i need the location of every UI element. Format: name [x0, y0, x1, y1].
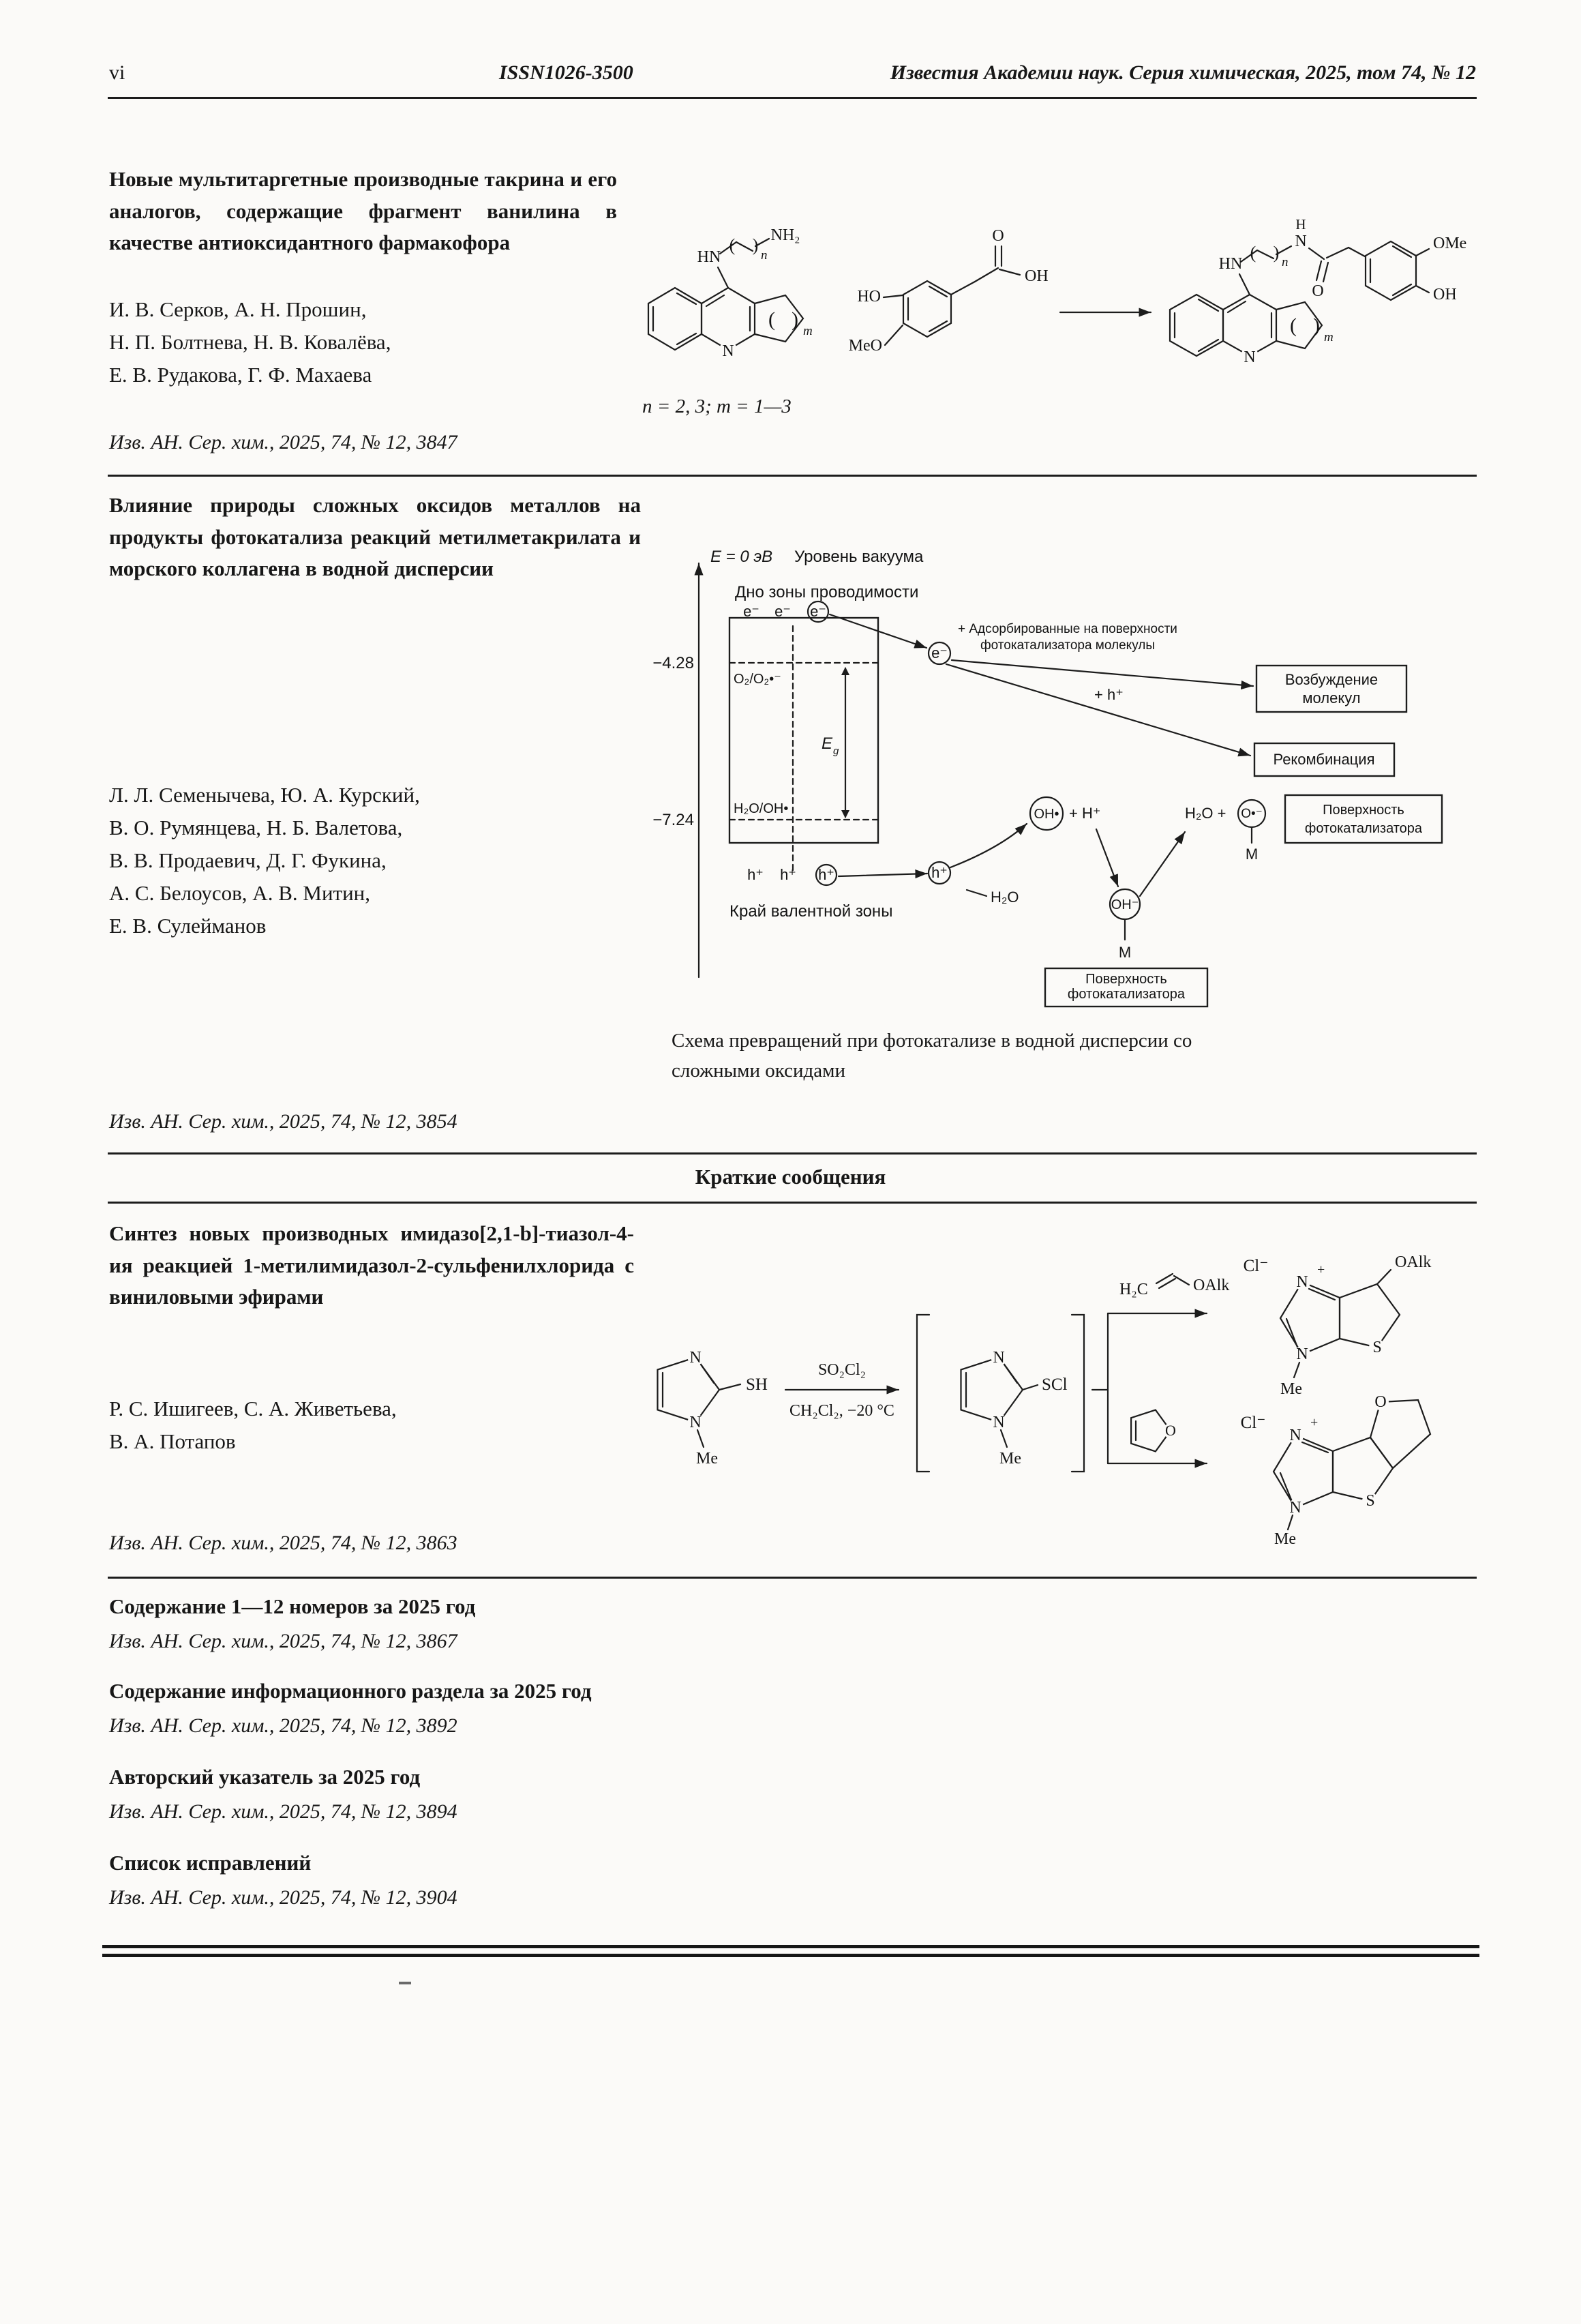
adsorbed-label-line1: + Адсорбированные на поверхности [958, 622, 1177, 636]
photocatalysis-band-diagram [648, 531, 1493, 1008]
plus-proton-label: + H⁺ [1069, 805, 1101, 822]
energy-zero-label: E = 0 эВ [710, 548, 773, 566]
article-reference: Изв. АН. Сер. хим., 2025, 74, № 12, 3847 [109, 431, 457, 453]
author-line: Р. С. Ишигеев, С. А. Живетьева, [109, 1397, 397, 1420]
ome-label: OMe [1433, 235, 1467, 252]
author-line: А. С. Белоусов, А. В. Митин, [109, 881, 371, 906]
ring-nitrogen-label: N [1289, 1499, 1301, 1517]
electron-symbol: e⁻ [810, 603, 826, 620]
metal-label: M [1118, 944, 1132, 961]
article-authors [109, 779, 420, 942]
article-title: Влияние природы сложных оксидов металлов на продукты фотокатализа реакций метилметакрилата и морского коллагена в водной дисперсии [109, 493, 641, 580]
header-rule [108, 97, 1477, 99]
acid-oh-label: OH [1025, 267, 1049, 285]
page-number: vi [109, 61, 125, 84]
water-redox-label: H₂O/OH• [734, 801, 789, 816]
vb-energy-value: −7.24 [652, 811, 694, 829]
methylimidazole-thiol-structure [658, 1349, 768, 1468]
methyl-label: Me [696, 1450, 718, 1468]
end-entry-reference: Изв. АН. Сер. хим., 2025, 74, № 12, 3904 [109, 1886, 457, 1909]
plus-charge: + [1317, 1262, 1325, 1277]
author-line: И. В. Серков, А. Н. Прошин, [109, 297, 367, 321]
dihydrofuran-reagent [1131, 1410, 1178, 1452]
article-authors [109, 1392, 397, 1458]
sulfur-label: S [1366, 1492, 1375, 1510]
hole-symbol: h⁺ [818, 866, 834, 883]
imidazothiazolium-reaction-scheme [607, 1226, 1500, 1547]
sulfenyl-chloride-label: SCl [1042, 1375, 1068, 1394]
valence-band-label: Край валентной зоны [729, 902, 893, 921]
water-oxidation-arrow [950, 824, 1027, 867]
author-line: В. А. Потапов [109, 1429, 236, 1454]
excitation-arrow [952, 660, 1253, 686]
paren-open: ( [1250, 243, 1256, 263]
section-divider [108, 1577, 1477, 1579]
vacuum-level-label: Уровень вакуума [794, 548, 924, 566]
reagent-label: SO₂Cl₂ [817, 1361, 867, 1379]
chloride-anion-label: Cl⁻ [1243, 1257, 1269, 1275]
figure-caption: Схема превращений при фотокатализе в водной дисперсии со сложными оксидами [672, 1030, 1192, 1082]
sulfur-label: S [1372, 1339, 1382, 1356]
carbonyl-o-label: O [992, 227, 1004, 245]
excitation-label-line2: молекул [1302, 689, 1361, 706]
amide-o-label: O [1312, 282, 1324, 300]
tacrine-amide-product [1170, 216, 1466, 366]
band-gap-g: g [833, 745, 839, 757]
vanillin-acid-structure [849, 227, 1049, 355]
paren-open: ( [729, 235, 736, 255]
ring-nitrogen-label: N [1296, 1345, 1308, 1363]
methyl-label: Me [1280, 1380, 1302, 1398]
electron-symbol: e⁻ [774, 603, 791, 620]
furan-oxygen-label: O [1374, 1393, 1387, 1411]
oalk-label: OAlk [1395, 1253, 1432, 1271]
cb-energy-value: −4.28 [652, 654, 694, 672]
article-title: Синтез новых производных имидазо[2,1-b]-тиазол-4-ия реакцией 1-метилимидазол-2-сульфенилхлорида с виниловыми эфирами [109, 1221, 634, 1309]
plus-charge: + [1310, 1415, 1319, 1430]
author-line: Е. В. Рудакова, Г. Ф. Махаева [109, 363, 372, 387]
adsorbed-label-line2: фотокатализатора молекулы [980, 638, 1156, 653]
methyl-label: Me [999, 1450, 1021, 1468]
end-entry-reference: Изв. АН. Сер. хим., 2025, 74, № 12, 3867 [109, 1630, 457, 1652]
furoimidazothiazolium-product-2 [1241, 1393, 1430, 1548]
bottom-rule-bottom [102, 1954, 1479, 1957]
m-subscript: m [803, 324, 813, 338]
furan-oxygen-label: O [1165, 1422, 1176, 1439]
hole-symbol: h⁺ [931, 864, 948, 881]
imidazothiazolium-product-1 [1244, 1253, 1432, 1398]
oh-anion-label: OH⁻ [1111, 897, 1139, 912]
metal-label: M [1245, 846, 1259, 863]
author-line: Н. П. Болтнева, Н. В. Ковалёва, [109, 330, 391, 355]
article-reference: Изв. АН. Сер. хим., 2025, 74, № 12, 3854 [109, 1110, 457, 1133]
issn: ISSN1026-3500 [499, 61, 633, 84]
n-subscript: n [1282, 255, 1289, 269]
paren-close: ) [792, 308, 798, 331]
water-plus-label: H₂O + [1185, 805, 1226, 822]
ring-nitrogen-label: N [993, 1414, 1005, 1431]
section-divider [108, 475, 1477, 477]
oh-radical-label: OH• [1034, 807, 1059, 822]
section-header: Краткие сообщения [695, 1165, 886, 1189]
end-entry-title: Список исправлений [109, 1851, 312, 1875]
excitation-label-line1: Возбуждение [1284, 671, 1379, 688]
end-entry-title: Содержание информационного раздела за 2025 год [109, 1679, 592, 1703]
oxygen-redox-label: O₂/O₂•⁻ [734, 672, 781, 687]
author-line: В. В. Продаевич, Д. Г. Фукина, [109, 848, 387, 873]
journal-title: Известия Академии наук. Серия химическая, 2025, том 74, № 12 [890, 61, 1476, 84]
amide-n-label: N [1295, 233, 1307, 250]
author-line: Л. Л. Семенычева, Ю. А. Курский, [109, 783, 420, 807]
end-entry-title: Содержание 1—12 номеров за 2025 год [109, 1594, 476, 1618]
vinyl-ch2-label: H₂C [1119, 1281, 1148, 1298]
bracket-right [1072, 1315, 1084, 1472]
o-radical-label: O•⁻ [1241, 807, 1263, 821]
ho-label: HO [857, 288, 881, 306]
article-title: Новые мультитаргетные производные такрина и его аналогов, содержащие фрагмент ванилина в качестве антиоксидантного фармакофора [109, 167, 617, 254]
amide-h-label: H [1295, 216, 1306, 233]
surface-label-line2: фотокатализатора [1067, 987, 1186, 1002]
end-entry-reference: Изв. АН. Сер. хим., 2025, 74, № 12, 3892 [109, 1714, 457, 1737]
paren-close: ) [1273, 243, 1280, 263]
hole-symbol: h⁺ [747, 866, 764, 883]
n-subscript: n [761, 248, 768, 263]
m-subscript: m [1324, 330, 1334, 344]
bracket-left [917, 1315, 929, 1472]
oalk-label: OAlk [1193, 1277, 1230, 1294]
tacrine-structure [648, 226, 813, 360]
author-line: Е. В. Сулейманов [109, 914, 267, 938]
surface-label-line2: фотокатализатора [1304, 821, 1423, 836]
sulfenyl-chloride-intermediate [917, 1315, 1084, 1472]
end-entry-title: Авторский указатель за 2025 год [109, 1765, 421, 1789]
electron-symbol: e⁻ [743, 603, 759, 620]
conduction-band-label: Дно зоны проводимости [735, 583, 919, 601]
meo-label: MeO [848, 337, 882, 355]
ring-nitrogen-label: N [689, 1349, 702, 1367]
ring-nitrogen-label: N [689, 1414, 702, 1431]
methyl-label: Me [1274, 1530, 1296, 1548]
tacrine-vanillin-reaction-scheme [607, 179, 1479, 390]
ring-nitrogen-label: N [1289, 1427, 1301, 1444]
end-entry-reference: Изв. АН. Сер. хим., 2025, 74, № 12, 3894 [109, 1800, 457, 1823]
surface-label-line1: Поверхность [1085, 972, 1167, 987]
band-gap-E: E [822, 734, 833, 753]
scan-artifact [399, 1982, 411, 1984]
plus-hole-label: + h⁺ [1094, 686, 1124, 703]
article-authors [109, 293, 391, 391]
surface-oxygen-arrow [1140, 832, 1185, 896]
ring-nitrogen-label: N [1244, 348, 1256, 366]
hole-symbol: h⁺ [780, 866, 796, 883]
thiol-label: SH [746, 1375, 768, 1394]
section-divider [108, 1152, 1477, 1154]
amine-hn-label: HN [1218, 255, 1243, 273]
conditions-label: CH₂Cl₂, −20 °C [789, 1402, 894, 1420]
vinyl-ether-reagent [1119, 1274, 1229, 1298]
bottom-rule-top [102, 1945, 1479, 1948]
ring-nitrogen-label: N [722, 342, 734, 360]
water-tie-line [967, 890, 987, 896]
hole-transfer-arrow [839, 874, 927, 876]
scheme-variables-note: n = 2, 3; m = 1—3 [642, 396, 792, 417]
recombination-label: Рекомбинация [1273, 751, 1375, 768]
section-divider [108, 1202, 1477, 1204]
chloride-anion-label: Cl⁻ [1240, 1414, 1266, 1432]
amine-hn-label: HN [697, 248, 721, 266]
water-label: H₂O [991, 889, 1019, 906]
ring-nitrogen-label: N [1296, 1273, 1308, 1291]
paren-open: ( [768, 308, 775, 331]
phenol-oh-label: OH [1433, 286, 1457, 303]
oh-anion-arrow [1096, 829, 1118, 887]
electron-symbol: e⁻ [931, 644, 948, 661]
nh2-label: NH₂ [770, 226, 800, 244]
paren-close: ) [1313, 314, 1320, 337]
ring-nitrogen-label: N [993, 1349, 1005, 1367]
paren-close: ) [752, 235, 759, 255]
author-line: В. О. Румянцева, Н. Б. Валетова, [109, 816, 403, 840]
surface-label-line1: Поверхность [1323, 803, 1404, 818]
recombination-arrow [946, 664, 1250, 756]
paren-open: ( [1290, 314, 1297, 337]
article-reference: Изв. АН. Сер. хим., 2025, 74, № 12, 3863 [109, 1532, 457, 1554]
